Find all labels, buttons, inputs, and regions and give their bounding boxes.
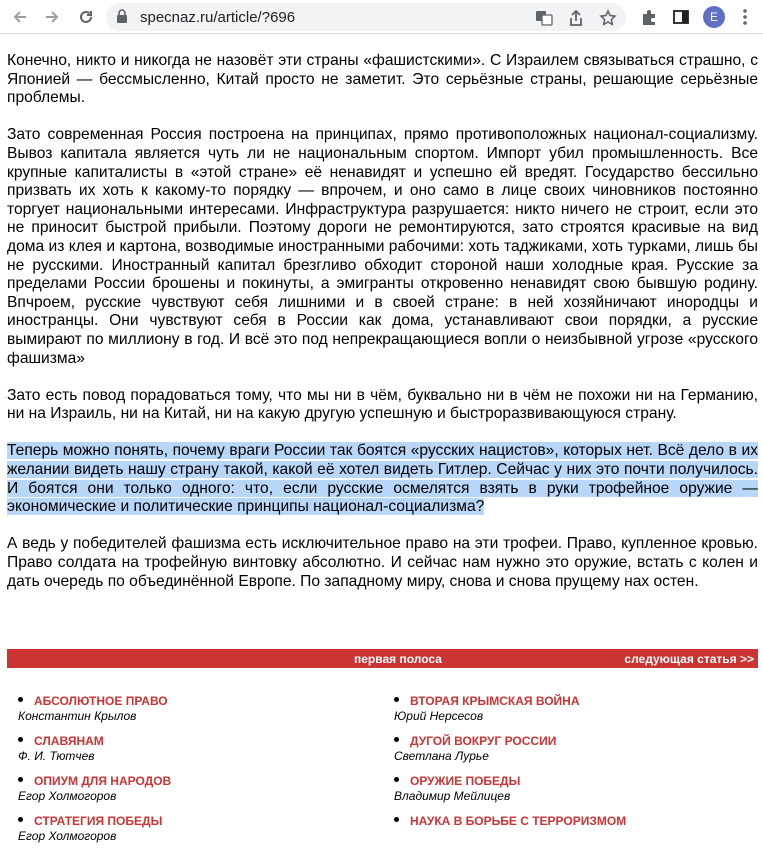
related-article-link[interactable]: АБСОЛЮТНОЕ ПРАВО	[34, 694, 168, 708]
article-paragraph: Зато есть повод порадоваться тому, что мы ни в чём, буквально ни в чём не похожи ни на Германию, ни на Израиль, ни на Китай, ни на какую другую успешную и быстроразвивающуюся страну.	[7, 386, 758, 423]
related-article-link[interactable]: НАУКА В БОРЬБЕ С ТЕРРОРИЗМОМ	[410, 814, 627, 828]
related-article-author: Егор Холмогоров	[18, 829, 117, 843]
related-article-link[interactable]: ОРУЖИЕ ПОБЕДЫ	[410, 774, 521, 788]
front-page-link[interactable]: первая полоса	[354, 652, 442, 666]
related-article-author: Константин Крылов	[18, 709, 137, 723]
article-paragraph: Зато современная Россия построена на принципах, прямо противоположных национал-социализму. Вывоз капитала является чуть ли не национальным спортом. Импорт убил промышленность. Все крупные капиталисты в «этой стране» её ненавидят и успешно ей вредят. Государство бессильно призвать их хоть к какому-то порядку — впрочем, и оно само в лице своих чиновников постоянно торгует национальными интересами. Инфраструктура разрушается: никто ничего не строит, если это не приносит быстрой прибыли. Поэтому дороги не ремонтируются, зато строятся красивые на вид дома из клея и картона, возводимые иностранными рабочими: хоть таджиками, хоть турками, лишь бы не русскими. Иностранный капитал брезгливо обходит стороной наши холодные края. Русские за пределами России брошены и покинуты, а эмигранты откровенно ненавидят свою бывшую родину. Впчроем, русские чувствуют себя лишними и в своей стране: в ней хозяйничают инородцы и иностранцы. Они чувствуют себя в России как дома, устанавливают свои порядки, а русские вымирают по миллиону в год. И всё это под непрекращающиеся вопли о неизбывной угрозе «русского фашизма»	[7, 126, 758, 367]
bullet-icon	[18, 737, 23, 742]
address-bar[interactable]	[106, 3, 626, 31]
bullet-icon	[18, 777, 23, 782]
article-paragraph: Конечно, никто и никогда не назовёт эти страны «фашистскими». С Израилем связываться страшно, с Японией — бессмысленно, Китай просто не заметит. Это серьёзные страны, решающие серьёзные проблемы.	[7, 52, 758, 107]
related-article-link[interactable]: СЛАВЯНАМ	[34, 734, 104, 748]
browser-toolbar	[0, 0, 763, 34]
bullet-icon	[18, 697, 23, 702]
lock-icon[interactable]	[116, 9, 128, 29]
translate-icon[interactable]	[534, 8, 554, 28]
extensions-puzzle-icon[interactable]	[638, 6, 660, 28]
related-article-author: Егор Холмогоров	[18, 789, 117, 803]
related-article-author: Ф. И. Тютчев	[18, 749, 95, 763]
more-vert-icon[interactable]	[734, 6, 756, 28]
article-paragraph-selected	[7, 442, 758, 516]
bullet-icon	[18, 817, 23, 822]
reload-icon[interactable]	[74, 5, 98, 29]
bullet-icon	[394, 817, 399, 822]
back-arrow-icon[interactable]	[8, 5, 32, 29]
next-article-link[interactable]: следующая статья >>	[624, 652, 754, 666]
related-article-link[interactable]: ДУГОЙ ВОКРУГ РОССИИ	[410, 734, 557, 748]
bullet-icon	[394, 697, 399, 702]
related-article-author: Владимир Мейлицев	[394, 789, 511, 803]
bullet-icon	[394, 737, 399, 742]
url-text[interactable]: specnaz.ru/article/?696	[140, 9, 296, 26]
article-nav-bar	[7, 649, 758, 668]
article-body	[7, 52, 758, 610]
profile-avatar[interactable]: E	[703, 6, 725, 28]
share-icon[interactable]	[566, 8, 586, 28]
related-article-link[interactable]: ВТОРАЯ КРЫМСКАЯ ВОЙНА	[410, 694, 580, 708]
related-article-link[interactable]: ОПИУМ ДЛЯ НАРОДОВ	[34, 774, 172, 788]
related-article-author: Юрий Нерсесов	[394, 709, 484, 723]
related-article-link[interactable]: СТРАТЕГИЯ ПОБЕДЫ	[34, 814, 163, 828]
forward-arrow-icon[interactable]	[40, 5, 64, 29]
bullet-icon	[394, 777, 399, 782]
related-article-author: Светлана Лурье	[394, 749, 489, 763]
article-paragraph: А ведь у победителей фашизма есть исключительное право на эти трофеи. Право, купленное кровью. Право солдата на трофейную винтовку абсолютно. И сейчас нам нужно это оружие, встать с колен и дать очередь по объединённой Европе. По западному миру, снова и снова прущему нах остен.	[7, 535, 758, 590]
sidepanel-icon[interactable]	[670, 6, 692, 28]
bookmark-star-icon[interactable]	[598, 8, 618, 28]
selected-text: Теперь можно понять, почему враги России так боятся «русских нацистов», которых нет. Всё дело в их желании видеть нашу страну такой, какой её хотел видеть Гитлер. Сейчас у них это почти получилось. И боятся они только одного: что, если русские осмелятся взять в руки трофейное оружие — экономические и политические принципы национал-социализма?	[7, 442, 758, 516]
